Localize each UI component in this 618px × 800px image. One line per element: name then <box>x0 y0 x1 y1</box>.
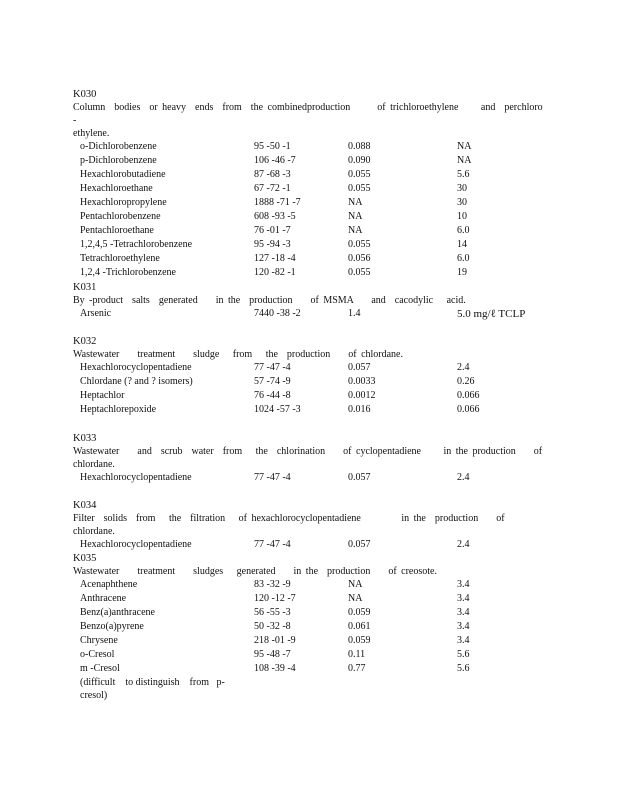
nonwastewater-value: 3.4 <box>457 579 470 590</box>
wastewater-value: 0.055 <box>348 239 371 250</box>
section-k033 <box>73 432 553 485</box>
table-row <box>73 606 553 620</box>
waste-description: Column bodies or heavy ends from the combinedproduction of trichloroethylene and perchloro - ethylene. <box>73 102 543 139</box>
constituent-name: Benzo(a)pyrene <box>80 621 144 632</box>
table-row <box>73 403 553 417</box>
waste-code: K032 <box>73 336 97 347</box>
constituent-name: Hexachlorocyclopentadiene <box>80 472 192 483</box>
wastewater-value: 0.061 <box>348 621 371 632</box>
cas-number: 1888 -71 -7 <box>254 197 301 208</box>
constituent-name: Hexachloroethane <box>80 183 153 194</box>
table-row <box>73 252 553 266</box>
cas-number: 77 -47 -4 <box>254 472 291 483</box>
cas-number: 1024 -57 -3 <box>254 404 301 415</box>
constituent-name: Heptachlorepoxide <box>80 404 157 415</box>
section-k034 <box>73 499 553 552</box>
constituent-name: o-Dichlorobenzene <box>80 141 157 152</box>
cas-number: 108 -39 -4 <box>254 663 296 674</box>
nonwastewater-value: 5.0 mg/ℓ TCLP <box>457 308 526 320</box>
nonwastewater-value: 19 <box>457 267 467 278</box>
cas-number: 83 -32 -9 <box>254 579 291 590</box>
wastewater-value: 0.090 <box>348 155 371 166</box>
nonwastewater-value: NA <box>457 155 472 166</box>
table-row <box>73 224 553 238</box>
table-row <box>73 578 553 592</box>
waste-description: Filter solids from the filtration of hexachlorocyclopentadiene in the production of chlordane. <box>73 513 510 537</box>
waste-description: Wastewater treatment sludges generated in the production of creosote. <box>73 566 437 577</box>
cas-number: 76 -01 -7 <box>254 225 291 236</box>
table-row <box>73 307 553 321</box>
wastewater-value: 0.0012 <box>348 390 376 401</box>
wastewater-value: 1.4 <box>348 308 361 319</box>
nonwastewater-value: 0.066 <box>457 390 480 401</box>
wastewater-value: 0.059 <box>348 635 371 646</box>
wastewater-value: 0.057 <box>348 539 371 550</box>
nonwastewater-value: 5.6 <box>457 663 470 674</box>
wastewater-value: 0.77 <box>348 663 366 674</box>
constituent-name: Hexachlorocyclopentadiene <box>80 539 192 550</box>
constituent-name: Hexachlorobutadiene <box>80 169 166 180</box>
constituent-name: Hexachlorocyclopentadiene <box>80 362 192 373</box>
nonwastewater-value: 30 <box>457 197 467 208</box>
waste-code: K033 <box>73 433 97 444</box>
table-row <box>73 154 553 168</box>
table-row <box>73 471 553 485</box>
wastewater-value: 0.059 <box>348 607 371 618</box>
wastewater-value: NA <box>348 211 363 222</box>
section-k031 <box>73 281 553 321</box>
nonwastewater-value: 2.4 <box>457 472 470 483</box>
wastewater-value: 0.055 <box>348 169 371 180</box>
cas-number: 127 -18 -4 <box>254 253 296 264</box>
table-row <box>73 592 553 606</box>
constituent-name: Pentachlorobenzene <box>80 211 161 222</box>
wastewater-value: 0.056 <box>348 253 371 264</box>
waste-description: By -product salts generated in the production of MSMA and cacodylic acid. <box>73 295 466 306</box>
wastewater-value: 0.11 <box>348 649 366 660</box>
nonwastewater-value: 0.26 <box>457 376 475 387</box>
cas-number: 608 -93 -5 <box>254 211 296 222</box>
wastewater-value: 0.057 <box>348 472 371 483</box>
table-row <box>73 361 553 375</box>
wastewater-value: NA <box>348 579 363 590</box>
table-row <box>73 634 553 648</box>
cas-number: 67 -72 -1 <box>254 183 291 194</box>
cas-number: 7440 -38 -2 <box>254 308 301 319</box>
wastewater-value: 0.057 <box>348 362 371 373</box>
wastewater-value: NA <box>348 197 363 208</box>
waste-code: K031 <box>73 282 97 293</box>
constituent-name: m -Cresol <box>80 663 120 674</box>
wastewater-value: 0.055 <box>348 267 371 278</box>
waste-description: Wastewater treatment sludge from the production of chlordane. <box>73 349 403 360</box>
cas-number: 218 -01 -9 <box>254 635 296 646</box>
table-row <box>73 210 553 224</box>
table-row <box>73 648 553 662</box>
table-row <box>73 168 553 182</box>
nonwastewater-value: 2.4 <box>457 539 470 550</box>
table-row <box>73 662 553 676</box>
table-row <box>73 620 553 634</box>
constituent-name: o-Cresol <box>80 649 115 660</box>
waste-code: K030 <box>73 89 97 100</box>
cas-number: 56 -55 -3 <box>254 607 291 618</box>
nonwastewater-value: 5.6 <box>457 169 470 180</box>
waste-code: K035 <box>73 553 97 564</box>
wastewater-value: 0.055 <box>348 183 371 194</box>
nonwastewater-value: 3.4 <box>457 607 470 618</box>
nonwastewater-value: 10 <box>457 211 467 222</box>
cas-number: 95 -48 -7 <box>254 649 291 660</box>
cas-number: 57 -74 -9 <box>254 376 291 387</box>
cas-number: 106 -46 -7 <box>254 155 296 166</box>
constituent-name: Anthracene <box>80 593 127 604</box>
nonwastewater-value: 2.4 <box>457 362 470 373</box>
constituent-name: 1,2,4,5 -Tetrachlorobenzene <box>80 239 193 250</box>
table-row <box>73 375 553 389</box>
section-k030 <box>73 88 553 280</box>
footnote: (difficult to distinguish from p- cresol) <box>80 677 225 701</box>
nonwastewater-value: 14 <box>457 239 467 250</box>
cas-number: 95 -50 -1 <box>254 141 291 152</box>
constituent-name: Heptachlor <box>80 390 125 401</box>
nonwastewater-value: 6.0 <box>457 225 470 236</box>
table-row <box>73 266 553 280</box>
table-row <box>73 238 553 252</box>
table-row <box>73 389 553 403</box>
table-row <box>73 182 553 196</box>
nonwastewater-value: 3.4 <box>457 635 470 646</box>
cas-number: 120 -12 -7 <box>254 593 296 604</box>
waste-description: Wastewater and scrub water from the chlorination of cyclopentadiene in the production of chlordane. <box>73 446 543 470</box>
constituent-name: Hexachloropropylene <box>80 197 167 208</box>
constituent-name: Chlordane (? and ? isomers) <box>80 376 193 387</box>
nonwastewater-value: 6.0 <box>457 253 470 264</box>
wastewater-value: 0.016 <box>348 404 371 415</box>
cas-number: 95 -94 -3 <box>254 239 291 250</box>
wastewater-value: 0.0033 <box>348 376 376 387</box>
constituent-name: Pentachloroethane <box>80 225 154 236</box>
nonwastewater-value: 5.6 <box>457 649 470 660</box>
waste-code: K034 <box>73 500 97 511</box>
constituent-name: Benz(a)anthracene <box>80 607 155 618</box>
nonwastewater-value: NA <box>457 141 472 152</box>
cas-number: 120 -82 -1 <box>254 267 296 278</box>
wastewater-value: NA <box>348 593 363 604</box>
cas-number: 77 -47 -4 <box>254 539 291 550</box>
cas-number: 87 -68 -3 <box>254 169 291 180</box>
nonwastewater-value: 3.4 <box>457 621 470 632</box>
constituent-name: 1,2,4 -Trichlorobenzene <box>80 267 176 278</box>
constituent-name: Tetrachloroethylene <box>80 253 160 264</box>
constituent-name: Arsenic <box>80 308 112 319</box>
cas-number: 76 -44 -8 <box>254 390 291 401</box>
table-row <box>73 196 553 210</box>
constituent-name: Chrysene <box>80 635 118 646</box>
section-k035 <box>73 552 553 702</box>
section-k032 <box>73 335 553 417</box>
cas-number: 50 -32 -8 <box>254 621 291 632</box>
constituent-name: p-Dichlorobenzene <box>80 155 157 166</box>
wastewater-value: 0.088 <box>348 141 371 152</box>
nonwastewater-value: 0.066 <box>457 404 480 415</box>
constituent-name: Acenaphthene <box>80 579 138 590</box>
nonwastewater-value: 30 <box>457 183 467 194</box>
table-row <box>73 538 553 552</box>
cas-number: 77 -47 -4 <box>254 362 291 373</box>
wastewater-value: NA <box>348 225 363 236</box>
table-row <box>73 140 553 154</box>
nonwastewater-value: 3.4 <box>457 593 470 604</box>
